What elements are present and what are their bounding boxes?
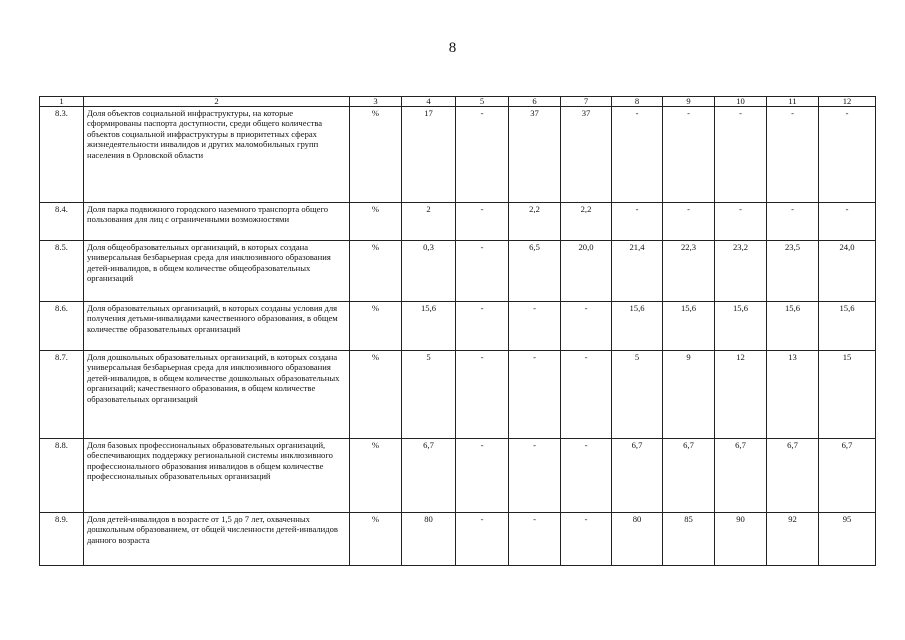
table-body <box>40 107 876 566</box>
indicator-name: Доля общеобразовательных организаций, в которых создана универсальная безбарьерная среда для инклюзивного образования детей-инвалидов, в общем количестве общеобразовательных организаций <box>84 241 350 302</box>
value-cell: - <box>456 302 509 351</box>
value-cell: - <box>612 203 663 241</box>
indicator-name: Доля объектов социальной инфраструктуры, на которые сформированы паспорта доступности, среди общего количества объектов социальной инфраструктуры в приоритетных сферах жизнедеятельности инвалидов и других маломобильных групп населения в Орловской области <box>84 107 350 203</box>
value-cell: - <box>561 439 612 513</box>
value-cell: - <box>767 107 819 203</box>
indicators-table <box>39 96 876 566</box>
unit-cell: % <box>350 203 402 241</box>
value-cell: - <box>509 302 561 351</box>
value-cell: 22,3 <box>663 241 715 302</box>
value-cell: - <box>456 241 509 302</box>
indicator-name: Доля базовых профессиональных образовательных организаций, обеспечивающих поддержку региональной системы инклюзивного профессионального образования инвалидов в общем количестве профессиональных образовательных организаций <box>84 439 350 513</box>
unit-cell: % <box>350 107 402 203</box>
value-cell: - <box>819 107 876 203</box>
value-cell: 6,5 <box>509 241 561 302</box>
value-cell: - <box>509 513 561 566</box>
row-number: 8.7. <box>40 351 84 439</box>
header-row <box>40 97 876 107</box>
column-header: 7 <box>561 97 612 107</box>
value-cell: 85 <box>663 513 715 566</box>
row-number: 8.3. <box>40 107 84 203</box>
value-cell: 6,7 <box>612 439 663 513</box>
value-cell: 23,2 <box>715 241 767 302</box>
table-row <box>40 439 876 513</box>
value-cell: 17 <box>402 107 456 203</box>
value-cell: 15,6 <box>612 302 663 351</box>
value-cell: 37 <box>561 107 612 203</box>
value-cell: - <box>456 439 509 513</box>
value-cell: - <box>612 107 663 203</box>
value-cell: 21,4 <box>612 241 663 302</box>
value-cell: 95 <box>819 513 876 566</box>
column-header: 9 <box>663 97 715 107</box>
value-cell: 80 <box>612 513 663 566</box>
value-cell: 2,2 <box>561 203 612 241</box>
value-cell: 23,5 <box>767 241 819 302</box>
value-cell: 15,6 <box>819 302 876 351</box>
value-cell: - <box>456 203 509 241</box>
value-cell: 2,2 <box>509 203 561 241</box>
value-cell: - <box>456 351 509 439</box>
column-header: 10 <box>715 97 767 107</box>
column-header: 4 <box>402 97 456 107</box>
value-cell: 6,7 <box>402 439 456 513</box>
column-header: 3 <box>350 97 402 107</box>
value-cell: 0,3 <box>402 241 456 302</box>
value-cell: 15,6 <box>767 302 819 351</box>
column-header: 8 <box>612 97 663 107</box>
value-cell: - <box>663 107 715 203</box>
column-header: 11 <box>767 97 819 107</box>
value-cell: 5 <box>402 351 456 439</box>
value-cell: - <box>715 107 767 203</box>
row-number: 8.5. <box>40 241 84 302</box>
value-cell: 15,6 <box>663 302 715 351</box>
indicator-name: Доля дошкольных образовательных организаций, в которых создана универсальная безбарьерная среда для инклюзивного образования детей-инвалидов, в общем количестве дошкольных образовательных организаций; качественного образования, в общем количестве образовательных организаций <box>84 351 350 439</box>
value-cell: - <box>663 203 715 241</box>
table-row <box>40 203 876 241</box>
value-cell: - <box>509 439 561 513</box>
unit-cell: % <box>350 439 402 513</box>
table-row <box>40 513 876 566</box>
value-cell: 15,6 <box>715 302 767 351</box>
value-cell: 90 <box>715 513 767 566</box>
value-cell: - <box>509 351 561 439</box>
value-cell: 80 <box>402 513 456 566</box>
column-header: 6 <box>509 97 561 107</box>
row-number: 8.6. <box>40 302 84 351</box>
value-cell: 15 <box>819 351 876 439</box>
value-cell: - <box>561 513 612 566</box>
value-cell: 6,7 <box>819 439 876 513</box>
value-cell: 13 <box>767 351 819 439</box>
indicator-name: Доля детей-инвалидов в возрасте от 1,5 до 7 лет, охваченных дошкольным образованием, от общей численности детей-инвалидов данного возраста <box>84 513 350 566</box>
unit-cell: % <box>350 351 402 439</box>
row-number: 8.8. <box>40 439 84 513</box>
value-cell: 6,7 <box>663 439 715 513</box>
value-cell: 5 <box>612 351 663 439</box>
value-cell: 92 <box>767 513 819 566</box>
column-header: 1 <box>40 97 84 107</box>
column-header: 5 <box>456 97 509 107</box>
value-cell: 20,0 <box>561 241 612 302</box>
unit-cell: % <box>350 513 402 566</box>
indicator-name: Доля образовательных организаций, в которых созданы условия для получения детьми-инвалидами качественного образования, в общем количестве образовательных организаций <box>84 302 350 351</box>
column-header: 2 <box>84 97 350 107</box>
row-number: 8.9. <box>40 513 84 566</box>
value-cell: - <box>715 203 767 241</box>
unit-cell: % <box>350 302 402 351</box>
value-cell: 37 <box>509 107 561 203</box>
value-cell: - <box>767 203 819 241</box>
value-cell: 9 <box>663 351 715 439</box>
value-cell: - <box>819 203 876 241</box>
unit-cell: % <box>350 241 402 302</box>
value-cell: - <box>456 107 509 203</box>
value-cell: - <box>561 302 612 351</box>
value-cell: 6,7 <box>767 439 819 513</box>
column-header: 12 <box>819 97 876 107</box>
value-cell: 15,6 <box>402 302 456 351</box>
table-row <box>40 302 876 351</box>
table-row <box>40 241 876 302</box>
value-cell: - <box>561 351 612 439</box>
value-cell: 6,7 <box>715 439 767 513</box>
indicator-name: Доля парка подвижного городского наземного транспорта общего пользования для лиц с ограниченными возможностями <box>84 203 350 241</box>
value-cell: - <box>456 513 509 566</box>
value-cell: 2 <box>402 203 456 241</box>
page-number: 8 <box>448 40 457 56</box>
table-row <box>40 107 876 203</box>
value-cell: 12 <box>715 351 767 439</box>
value-cell: 24,0 <box>819 241 876 302</box>
row-number: 8.4. <box>40 203 84 241</box>
table-row <box>40 351 876 439</box>
